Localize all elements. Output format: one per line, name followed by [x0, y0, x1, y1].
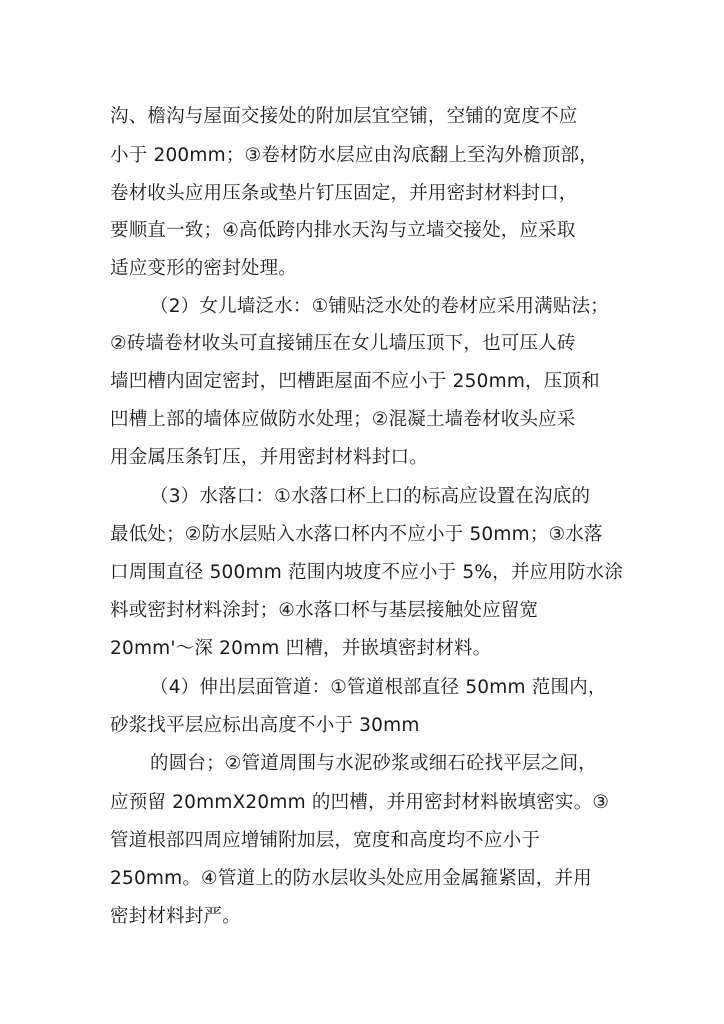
text-line: 卷材收头应用压条或垫片钉压固定，并用密封材料封口， [110, 183, 578, 204]
paragraph-heading-line: （2）女儿墙泛水：①铺贴泛水处的卷材应采用满贴法； [150, 296, 609, 317]
text-line: 沟、檐沟与屋面交接处的附加层宜空铺，空铺的宽度不应 [110, 106, 578, 127]
text-line: 密封材料封严。 [110, 906, 241, 927]
text-line: 凹槽上部的墙体应做防水处理；②混凝土墙卷材收头应采 [110, 409, 576, 430]
text-line: 料或密封材料涂封；④水落口杯与基层接触处应留宽 [110, 600, 539, 621]
text-line: 要顺直一致；④高低跨内排水天沟与立墙交接处，应采取 [110, 220, 576, 241]
text-line: 墙凹槽内固定密封，凹槽距屋面不应小于 250mm，压顶和 [110, 371, 600, 392]
text-line: 用金属压条钉压，并用密封材料封口。 [110, 447, 428, 468]
text-line: 口周围直径 500mm 范围内坡度不应小于 5%，并应用防水涂 [110, 562, 624, 583]
text-line: 20mm'～深 20mm 凹槽，并嵌填密封材料。 [110, 638, 492, 659]
text-line: 砂浆找平层应标出高度不小于 30mm [110, 715, 420, 736]
text-line: 小于 200mm；③卷材防水层应由沟底翻上至沟外檐顶部， [110, 145, 598, 166]
text-line: 的圆台；②管道周围与水泥砂浆或细石砼找平层之间， [150, 753, 597, 774]
text-line: 应预留 20mmX20mm 的凹槽，并用密封材料嵌填密实。③ [110, 792, 610, 813]
text-line: ②砖墙卷材收头可直接铺压在女儿墙压顶下，也可压人砖 [110, 333, 576, 354]
text-line: 适应变形的密封处理。 [110, 258, 298, 279]
text-line: 250mm。④管道上的防水层收头处应用金属箍紧固，并用 [110, 868, 592, 889]
text-line: 最低处；②防水层贴入水落口杯内不应小于 50mm；③水落 [110, 524, 603, 545]
text-line: 管道根部四周应增铺附加层，宽度和高度均不应小于 [110, 830, 541, 851]
paragraph-heading-line: （3）水落口：①水落口杯上口的标高应设置在沟底的 [150, 486, 591, 507]
paragraph-heading-line: （4）伸出层面管道：①管道根部直径 50mm 范围内， [150, 677, 607, 698]
